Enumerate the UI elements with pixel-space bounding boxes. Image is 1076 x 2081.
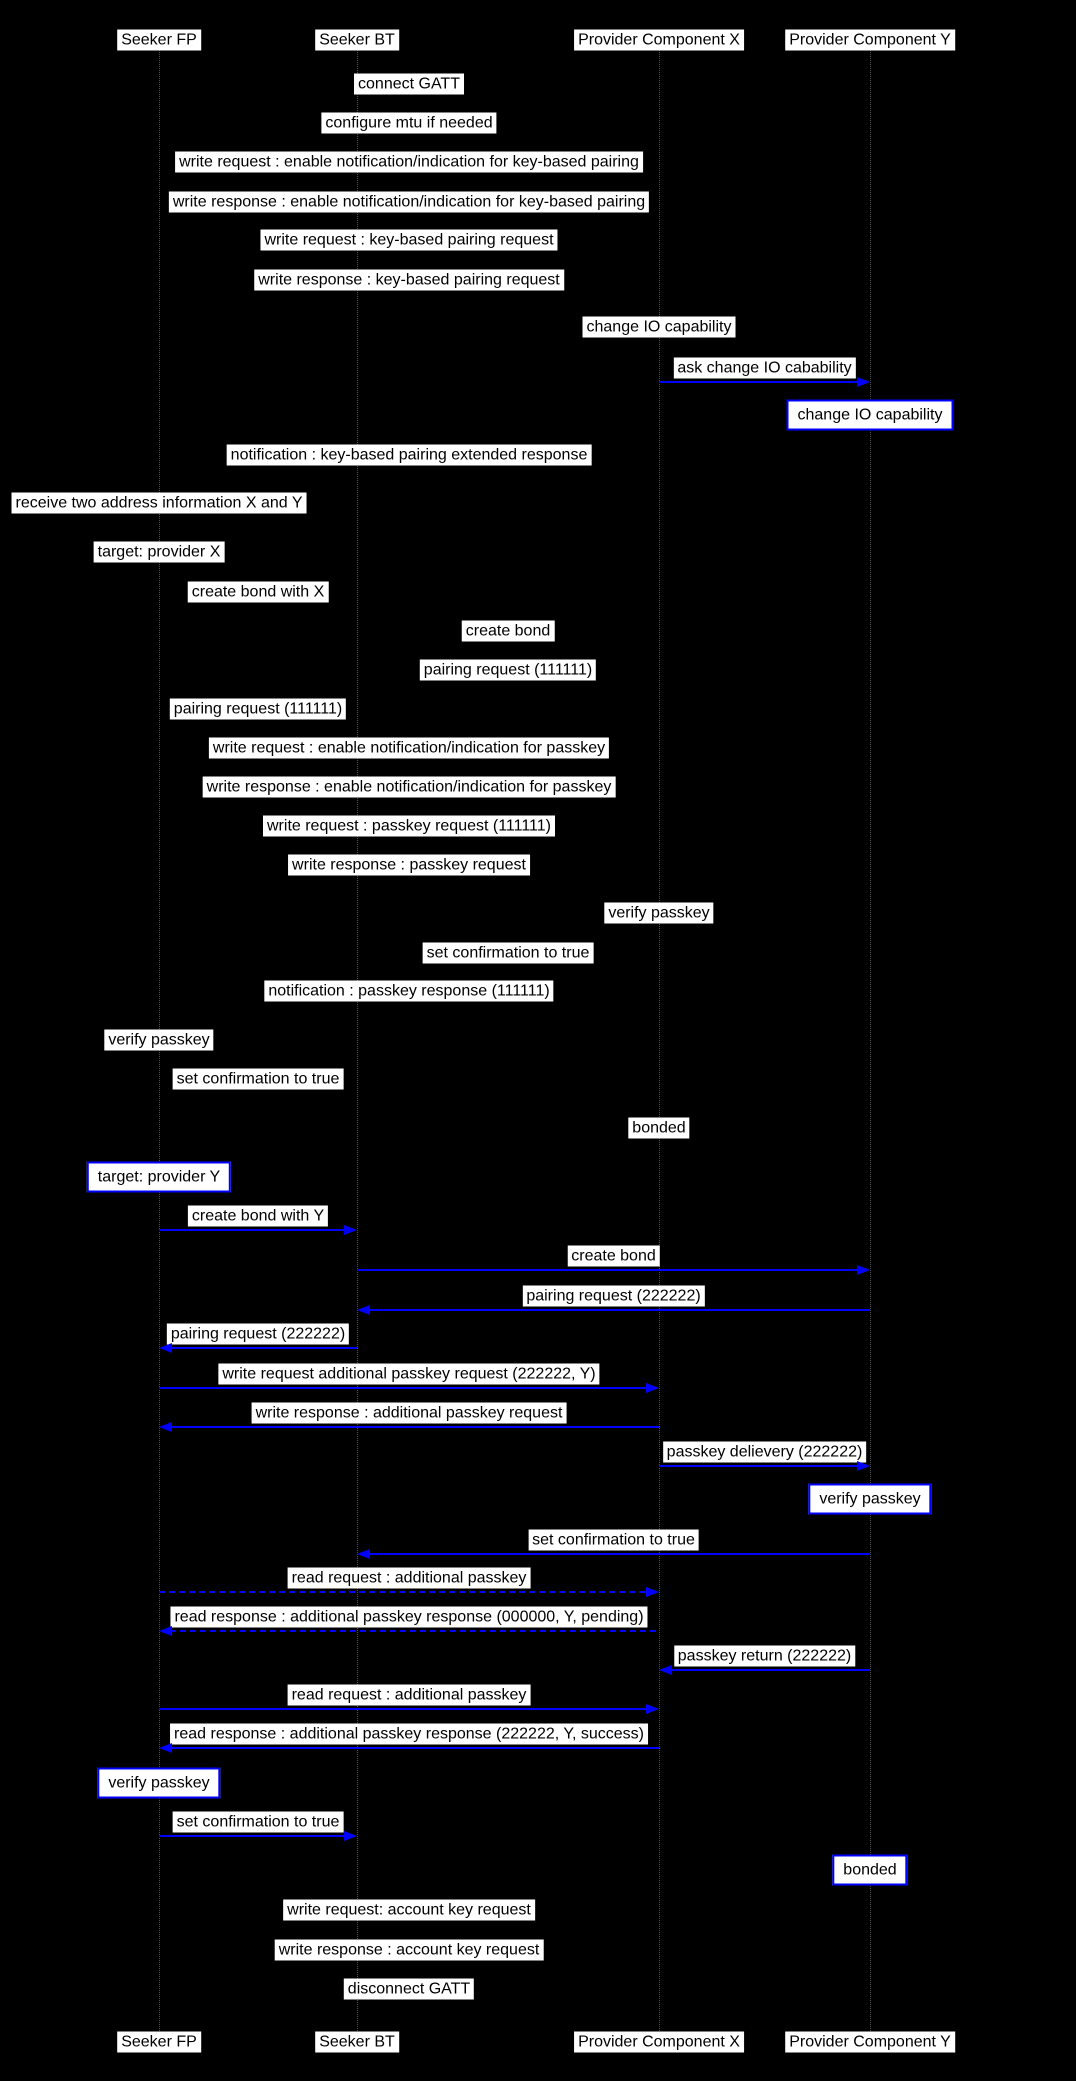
message-label: write request : enable notification/indication for passkey xyxy=(209,738,609,759)
message-label: notification : passkey response (111111) xyxy=(264,981,553,1002)
participant-label-bottom: Provider Component Y xyxy=(785,2032,955,2053)
message-label: write response : enable notification/indication for passkey xyxy=(203,777,616,798)
message-label: write response : additional passkey request xyxy=(252,1403,567,1424)
arrowhead-right-icon xyxy=(857,377,870,387)
arrowhead-left-icon xyxy=(159,1422,172,1432)
message-label: read response : additional passkey response (222222, Y, success) xyxy=(170,1724,648,1745)
message-label: write request : key-based pairing request xyxy=(260,230,557,251)
message-label: create bond with X xyxy=(188,582,329,603)
message-label: write response : key-based pairing request xyxy=(254,270,564,291)
arrow-line xyxy=(170,1630,659,1632)
note-outlined: bonded xyxy=(832,1855,907,1886)
arrow-line xyxy=(368,1553,870,1555)
message-label: pairing request (222222) xyxy=(167,1324,349,1345)
message-arrow xyxy=(159,1225,357,1235)
message-label: configure mtu if needed xyxy=(321,113,496,134)
arrowhead-left-icon xyxy=(357,1305,370,1315)
arrow-line xyxy=(159,1591,648,1593)
message-arrow xyxy=(357,1305,870,1315)
message-label: set confirmation to true xyxy=(173,1069,344,1090)
participant-label-top: Provider Component Y xyxy=(785,30,955,51)
note-label: target: provider X xyxy=(94,542,225,563)
arrowhead-right-icon xyxy=(857,1461,870,1471)
message-arrow xyxy=(659,377,870,387)
arrow-line xyxy=(659,1465,859,1467)
note-outlined: verify passkey xyxy=(808,1484,931,1515)
arrowhead-right-icon xyxy=(646,1704,659,1714)
arrow-line xyxy=(659,381,859,383)
message-label: disconnect GATT xyxy=(344,1979,474,2000)
message-label: read response : additional passkey response (000000, Y, pending) xyxy=(170,1607,647,1628)
message-label: passkey return (222222) xyxy=(674,1646,855,1667)
arrowhead-right-icon xyxy=(857,1265,870,1275)
message-label: set confirmation to true xyxy=(528,1530,699,1551)
message-arrow xyxy=(159,1343,357,1353)
arrow-line xyxy=(670,1669,870,1671)
message-label: read request : additional passkey xyxy=(288,1568,531,1589)
message-arrow xyxy=(357,1549,870,1559)
message-arrow xyxy=(159,1626,659,1636)
arrowhead-left-icon xyxy=(159,1343,172,1353)
message-arrow xyxy=(159,1422,659,1432)
message-label: notification : key-based pairing extended response xyxy=(227,445,592,466)
message-arrow xyxy=(159,1704,659,1714)
arrowhead-left-icon xyxy=(357,1549,370,1559)
message-arrow xyxy=(159,1383,659,1393)
note-outlined: change IO capability xyxy=(787,400,954,431)
message-label: create bond xyxy=(567,1246,660,1267)
arrow-line xyxy=(159,1708,648,1710)
arrowhead-left-icon xyxy=(159,1626,172,1636)
message-label: pairing request (222222) xyxy=(522,1286,704,1307)
message-label: set confirmation to true xyxy=(423,943,594,964)
note-label: change IO capability xyxy=(583,317,736,338)
note-label: verify passkey xyxy=(104,1030,213,1051)
message-label: write response : enable notification/indication for key-based pairing xyxy=(169,192,649,213)
note-outlined: verify passkey xyxy=(97,1768,220,1799)
participant-label-top: Seeker BT xyxy=(315,30,399,51)
message-label: passkey delievery (222222) xyxy=(663,1442,867,1463)
arrowhead-right-icon xyxy=(646,1383,659,1393)
message-label: pairing request (111111) xyxy=(170,699,346,720)
lifeline-px xyxy=(659,50,660,2031)
participant-label-top: Provider Component X xyxy=(574,30,744,51)
message-label: create bond xyxy=(462,621,555,642)
message-label: write request : passkey request (111111) xyxy=(263,816,555,837)
arrow-line xyxy=(159,1387,648,1389)
message-arrow xyxy=(159,1743,659,1753)
message-label: write response : account key request xyxy=(275,1940,544,1961)
message-label: read request : additional passkey xyxy=(288,1685,531,1706)
message-label: pairing request (111111) xyxy=(420,660,596,681)
message-arrow xyxy=(159,1587,659,1597)
message-label: set confirmation to true xyxy=(173,1812,344,1833)
arrow-line xyxy=(159,1835,346,1837)
message-arrow xyxy=(357,1265,870,1275)
message-arrow xyxy=(659,1665,870,1675)
message-label: ask change IO cabability xyxy=(673,358,855,379)
arrow-line xyxy=(357,1269,859,1271)
arrowhead-right-icon xyxy=(646,1587,659,1597)
arrowhead-right-icon xyxy=(344,1831,357,1841)
lifeline-py xyxy=(870,50,871,2031)
message-label: create bond with Y xyxy=(188,1206,328,1227)
participant-label-bottom: Provider Component X xyxy=(574,2032,744,2053)
message-label: connect GATT xyxy=(354,74,464,95)
note-outlined: target: provider Y xyxy=(87,1162,231,1193)
arrow-line xyxy=(368,1309,870,1311)
note-label: bonded xyxy=(628,1118,689,1139)
arrow-line xyxy=(170,1347,357,1349)
note-label: verify passkey xyxy=(604,903,713,924)
message-label: write request : enable notification/indication for key-based pairing xyxy=(175,152,643,173)
message-label: write request: account key request xyxy=(283,1900,535,1921)
note-label: receive two address information X and Y xyxy=(12,493,307,514)
arrow-line xyxy=(159,1229,346,1231)
arrowhead-left-icon xyxy=(159,1743,172,1753)
message-arrow xyxy=(659,1461,870,1471)
message-label: write response : passkey request xyxy=(288,855,530,876)
arrow-line xyxy=(170,1426,659,1428)
arrowhead-right-icon xyxy=(344,1225,357,1235)
arrowhead-left-icon xyxy=(659,1665,672,1675)
participant-label-bottom: Seeker FP xyxy=(117,2032,201,2053)
message-label: write request additional passkey request (222222, Y) xyxy=(218,1364,599,1385)
participant-label-top: Seeker FP xyxy=(117,30,201,51)
participant-label-bottom: Seeker BT xyxy=(315,2032,399,2053)
message-arrow xyxy=(159,1831,357,1841)
arrow-line xyxy=(170,1747,659,1749)
